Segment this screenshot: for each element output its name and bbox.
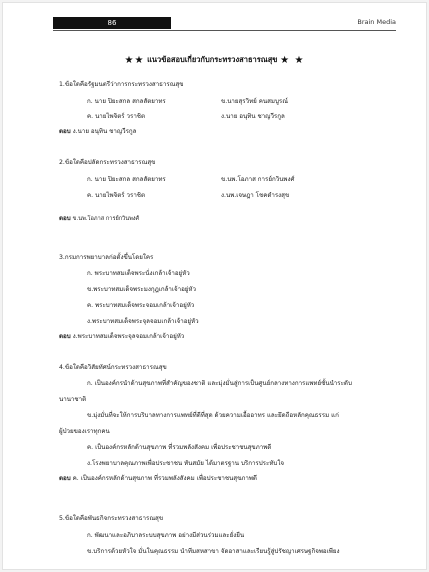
option-1c: ค. นายไพจิตร์ วราชิต [87, 113, 146, 120]
option-4a-line-1: ก. เป็นองค์กรนำด้านสุขภาพที่สำคัญของชาติ และมุ่งมั่นสู่การเป็นศูนย์กลางทางการแพทย์ชั้นนำระดับ [87, 380, 352, 387]
answer-label: ตอบ [59, 475, 71, 482]
option-2c: ค. นายไพจิตร์ วราชิต [87, 192, 146, 199]
document-page [2, 2, 427, 570]
star-icon: ★★ [124, 55, 145, 66]
answer-2 [59, 216, 139, 223]
page-title [3, 54, 426, 66]
option-1d: ง.นาย อนุทิน ชาญวีรกูล [221, 113, 285, 120]
question-3: 3.กรมการพยาบาลก่อตั้งขึ้นโดยใคร [59, 254, 154, 261]
option-3d: ง.พระบาทสมเด็จพระจุลจอมเกล้าเจ้าอยู่หัว [87, 318, 199, 325]
option-5a: ก. พัฒนาและอภิบาลระบบสุขภาพ อย่างมีส่วนร่วมและยั่งยืน [87, 532, 245, 539]
question-4: 4.ข้อใดคือวิสัยทัศน์กระทรวงสาธารณสุข [59, 364, 167, 371]
answer-1 [59, 129, 136, 135]
answer-3 [59, 334, 184, 340]
page-title-text: แนวข้อสอบเกี่ยวกับกระทรวงสาธารณสุข [147, 55, 278, 64]
option-1b: ข.นายสุรวิทย์ คนสมบูรณ์ [221, 98, 288, 105]
question-1: 1.ข้อใดคือรัฐมนตรีว่าการกระทรวงสาธารณสุข [59, 81, 184, 88]
star-icon: ★ ★ [280, 55, 305, 66]
page-number-bar [53, 17, 171, 29]
option-3b: ข.พระบาทสมเด็จพระมงกุฎเกล้าเจ้าอยู่หัว [87, 286, 196, 293]
page-number: 86 [107, 19, 117, 27]
answer-text: ข.นพ.โอภาส การย์กวินพงศ์ [72, 216, 140, 222]
answer-text: ค. เป็นองค์กรหลักด้านสุขภาพ ที่รวมพลังสังคม เพื่อประชาชนสุขภาพดี [72, 475, 257, 482]
option-4b-line-1: ข.มุ่งมั่นที่จะให้การบริบาลทางการแพทย์ที่ดีที่สุด ด้วยความเอื้ออาทร และยึดถือหลักคุณธรรม แก่ [87, 412, 339, 419]
answer-label: ตอบ [59, 215, 71, 222]
answer-4 [59, 476, 257, 482]
option-4d: ง.โรงพยาบาลคุณภาพเพื่อประชาชน ทันสมัย ได้มาตรฐาน บริการประทับใจ [87, 460, 284, 467]
option-4b-line-2: ผู้ป่วยของเราทุกคน [59, 428, 110, 435]
option-3a: ก. พระบาทสมเด็จพระนั่งเกล้าเจ้าอยู่หัว [87, 270, 190, 277]
answer-label: ตอบ [59, 128, 71, 135]
option-4a-line-2: นานาชาติ [59, 396, 87, 403]
question-2: 2.ข้อใดคือปลัดกระทรวงสาธารณสุข [59, 159, 156, 166]
brand-name: Brain Media [357, 18, 396, 26]
option-2d: ง.นพ.เจษฎา โชคดำรงสุข [221, 192, 290, 199]
option-2a: ก. นาย ปิยะสกล สกลสัตยาทร [87, 176, 166, 183]
answer-text: ง.นาย อนุทิน ชาญวีรกูล [72, 128, 137, 135]
option-1a: ก. นาย ปิยะสกล สกลสัตยาทร [87, 98, 166, 105]
answer-label: ตอบ [59, 333, 71, 340]
answer-text: ง.พระบาทสมเด็จพระจุลจอมเกล้าเจ้าอยู่หัว [72, 333, 185, 340]
option-2b: ข.นพ.โอภาส การย์กวินพงศ์ [221, 176, 295, 183]
option-4c: ค. เป็นองค์กรหลักด้านสุขภาพ ที่รวมพลังสังคม เพื่อประชาชนสุขภาพดี [87, 444, 272, 451]
question-5: 5.ข้อใดคือพันธกิจกระทรวงสาธารณสุข [59, 515, 164, 522]
header-divider [53, 30, 396, 31]
option-3c: ค. พระบาทสมเด็จพระจอมเกล้าเจ้าอยู่หัว [87, 302, 195, 309]
option-5b: ข.บริการด้วยหัวใจ มั่นในคุณธรรม นำทีมสหสาขา จัดอาสาและเรียนรู้สู่ปรัชญาเศรษฐกิจพอเพียง [87, 548, 340, 555]
